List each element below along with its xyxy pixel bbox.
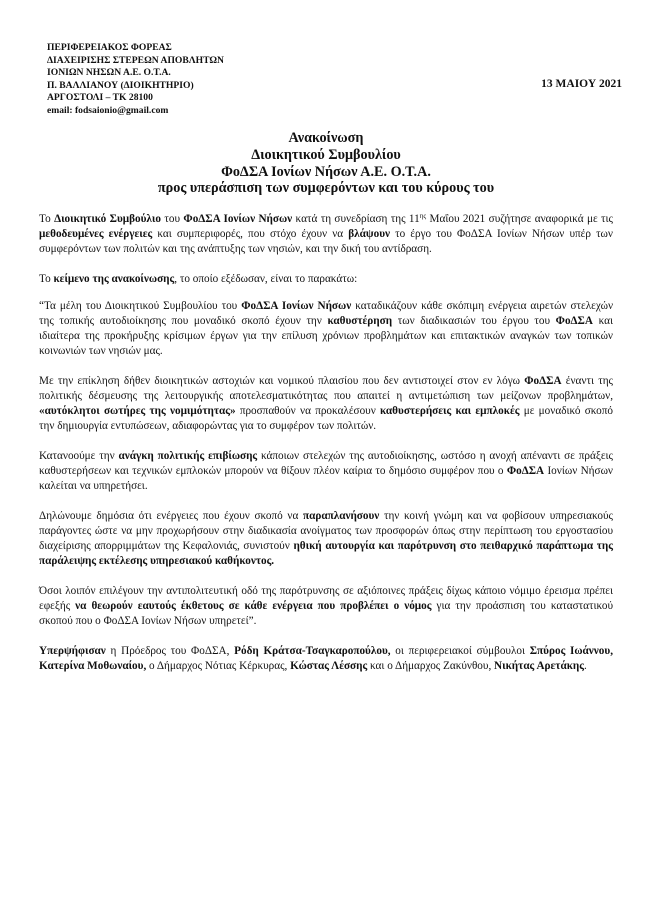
title-line-4: προς υπεράσπιση των συμφερόντων και του κύρους του	[157, 180, 495, 197]
text: κατά τη συνεδρίαση της 11	[292, 213, 420, 225]
document-date: 13 ΜΑΙΟΥ 2021	[541, 78, 622, 90]
bold-text: ΦοΔΣΑ	[555, 315, 593, 327]
sender-address-block	[47, 42, 224, 118]
announcement-title	[0, 130, 652, 197]
ordinal-superscript: ης	[419, 212, 427, 220]
paragraph-quote-5	[39, 584, 613, 629]
text: έναντι της πολιτικής δέσμευσης της λειτουργικής αποτελεσματικότητας που απαιτεί η αντιμετώπιση των μείζονων προβλημάτων,	[39, 375, 613, 402]
sender-line-email: email: fodsaionio@gmail.com	[47, 104, 169, 116]
bold-text: να θεωρούν εαυτούς έκθετους σε κάθε ενέργεια που προβλέπει ο νόμος	[75, 600, 432, 612]
paragraph-intro	[39, 212, 613, 257]
bold-text: ΦοΔΣΑ	[506, 465, 545, 477]
text: με μοναδικό σκοπό την δημιουργία εντυπώσεων, αδιαφορώντας για το συμφέρον των πολιτών.	[39, 405, 613, 432]
paragraph-quote-1	[39, 299, 613, 359]
bold-text: «αυτόκλητοι σωτήρες της νομιμότητας»	[39, 405, 236, 417]
text: την κοινή γνώμη και να φοβίσουν υπηρεσιακούς παράγοντες ώστε να μην προχωρήσουν στην διαδικασία ανοίγματος των προσφορών όπως στην περίπτωση του εργοστασίου διαχείρισης απορριμμάτων της Κεφαλονιάς, συνιστούν	[39, 510, 613, 552]
paragraph-quote-3	[39, 449, 613, 494]
bold-text: Ρόδη Κράτσα-Τσαγκαροπούλου,	[234, 645, 391, 657]
sender-line-org-3: ΙΟΝΙΩΝ ΝΗΣΩΝ Α.Ε. Ο.Τ.Α.	[47, 67, 171, 79]
text: κάποιων στελεχών της αυτοδιοίκησης, ωστόσο η ανοχή απέναντι σε πράξεις καθυστερήσεων και τεχνικών εμπλοκών μπορούν να θίξουν πλέον καίρια το δημόσιο συμφέρον που ο	[39, 450, 613, 477]
text: των διαδικασιών του έργου του	[392, 315, 556, 327]
sender-line-org-2: ΔΙΑΧΕΙΡΙΣΗΣ ΣΤΕΡΕΩΝ ΑΠΟΒΛΗΤΩΝ	[47, 54, 224, 66]
document-body	[39, 212, 613, 689]
text: και ο Δήμαρχος Ζακύνθου,	[367, 660, 495, 672]
sender-line-org: ΠΕΡΙΦΕΡΕΙΑΚΟΣ ΦΟΡΕΑΣ	[47, 42, 172, 53]
paragraph-quote-2	[39, 374, 613, 434]
bold-text: Κώστας Λέσσης	[290, 660, 368, 672]
bold-text: ηθική αυτουργία και παρότρυνση στο πειθαρχικό παράπτωμα της παράλειψης εκτέλεσης υπηρεσιακού καθήκοντος.	[39, 540, 613, 567]
text: , το οποίο εξέδωσαν, είναι το παρακάτω:	[174, 273, 358, 285]
text: “Τα μέλη του Διοικητικού Συμβουλίου του	[39, 300, 242, 312]
bold-text: Διοικητικό Συμβούλιο	[54, 213, 161, 225]
text: η Πρόεδρος του ΦοΔΣΑ,	[105, 645, 235, 657]
bold-text: βλάψουν	[348, 228, 390, 240]
bold-text: Σπύρος Ιωάννου, Κατερίνα Μοθωναίου,	[39, 645, 613, 672]
bold-text: Υπερψήφισαν	[39, 645, 106, 657]
text: το έργο του ΦοΔΣΑ Ιονίων Νήσων υπέρ των συμφερόντων των πολιτών και της ανάπτυξης των νησιών, και την δική του αντίδραση.	[39, 228, 613, 255]
title-line-2: Διοικητικού Συμβουλίου	[251, 146, 401, 163]
sender-line-city: ΑΡΓΟΣΤΟΛΙ – ΤΚ 28100	[47, 92, 153, 104]
text: οι περιφερειακοί σύμβουλοι	[390, 645, 530, 657]
bold-text: ΦοΔΣΑ Ιονίων Νήσων	[183, 213, 293, 225]
sender-line-address: Π. ΒΑΛΛΙΑΝΟΥ (ΔΙΟΙΚΗΤΗΡΙΟ)	[47, 79, 194, 91]
paragraph-quote-4	[39, 509, 613, 569]
bold-text: καθυστερήσεις και εμπλοκές	[380, 405, 520, 417]
text: Με την επίκληση δήθεν διοικητικών αστοχιών και νομικού πλαισίου που δεν αντιστοιχεί στον εν λόγω	[39, 375, 525, 387]
text: Δηλώνουμε δημόσια ότι ενέργειες που έχουν σκοπό να	[39, 510, 303, 522]
bold-text: ανάγκη πολιτικής επιβίωσης	[118, 450, 258, 462]
title-line-3: ΦοΔΣΑ Ιονίων Νήσων Α.Ε. Ο.Τ.Α.	[221, 163, 431, 180]
bold-text: ΦοΔΣΑ	[524, 375, 562, 387]
text: του	[161, 213, 184, 225]
text: ο Δήμαρχος Νότιας Κέρκυρας,	[146, 660, 291, 672]
text: .	[584, 660, 587, 672]
text: προσπαθούν να προκαλέσουν	[235, 405, 381, 417]
bold-text: παραπλανήσουν	[302, 510, 380, 522]
bold-text: Νικήτας Αρετάκης	[494, 660, 584, 672]
text: Όσοι λοιπόν επιλέγουν την αντιπολιτευτική οδό της παρότρυνσης σε αξιόποινες πράξεις δίχως κάποιο νόμιμο έρεισμα πρέπει εφεξής	[39, 585, 613, 612]
text: Το	[39, 213, 55, 225]
bold-text: καθυστέρηση	[327, 315, 393, 327]
paragraph-text-intro	[39, 272, 613, 287]
bold-text: μεθοδευμένες ενέργειες	[39, 228, 153, 240]
text: καταδικάζουν κάθε σκόπιμη ενέργεια αιρετών στελεχών της τοπικής αυτοδιοίκησης που μοναδικό σκοπό έχουν την	[39, 300, 614, 327]
text: Ιονίων Νήσων καλείται να υπηρετήσει.	[39, 465, 613, 492]
text: και συμπεριφορές, που στόχο έχουν να	[152, 228, 349, 240]
title-line-1: Ανακοίνωση	[288, 130, 364, 146]
text: Κατανοούμε την	[39, 450, 119, 462]
text: για την προάσπιση του καταστατικού σκοπού που ο ΦοΔΣΑ Ιονίων Νήσων υπηρετεί”.	[39, 600, 614, 627]
paragraph-vote	[39, 644, 613, 674]
bold-text: ΦοΔΣΑ Ιονίων Νήσων	[241, 300, 352, 312]
text: Μαΐου 2021 συζήτησε αναφορικά με τις	[426, 213, 613, 225]
bold-text: κείμενο της ανακοίνωσης	[53, 273, 175, 285]
text: και ιδιαίτερα της προκήρυξης κρίσιμων έργων για την επίλυση χρόνιων προβλημάτων και επιτακτικών αναγκών των τοπικών κοινωνιών των νησιών μας.	[39, 315, 613, 357]
text: Το	[39, 273, 54, 285]
